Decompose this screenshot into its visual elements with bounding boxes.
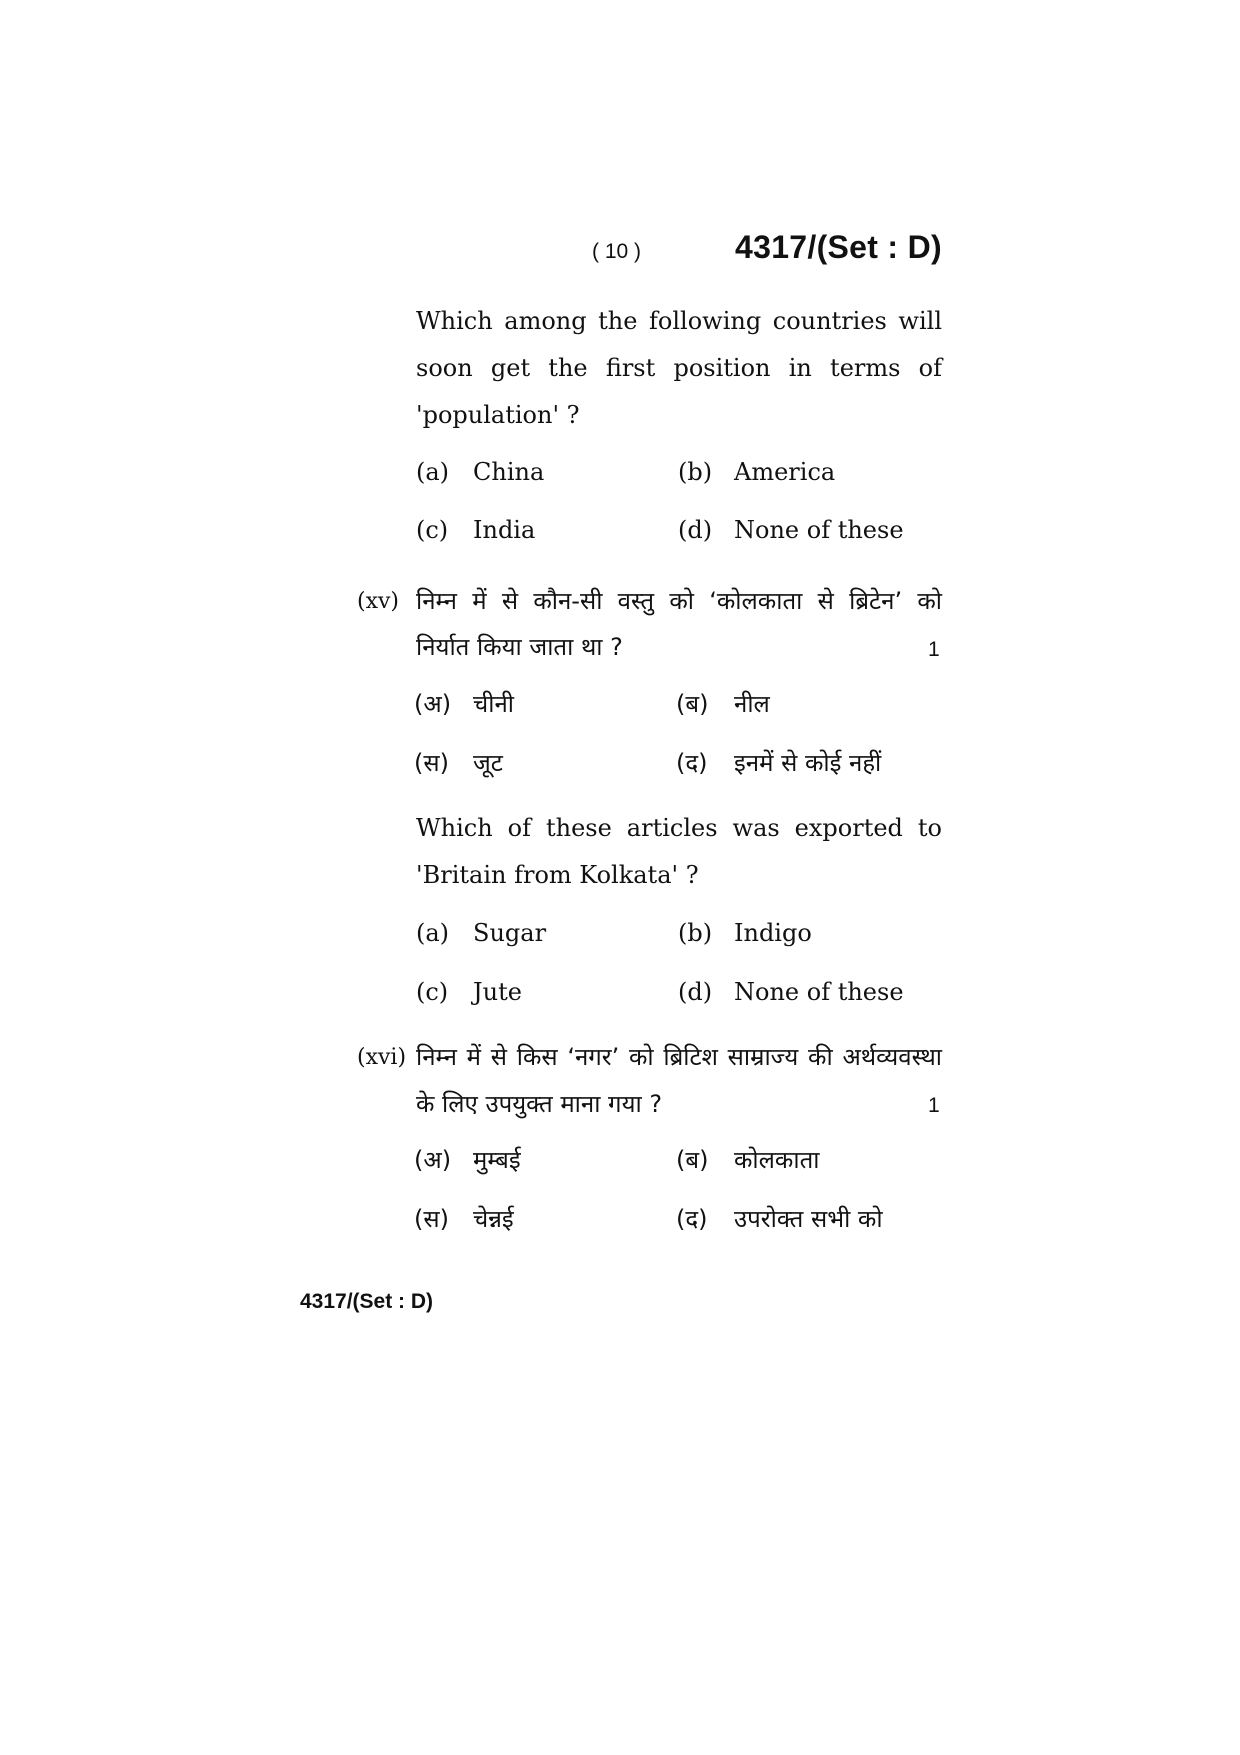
q16-hindi-option-c-label: (स)	[414, 1205, 449, 1233]
q16-hindi-option-a-text: मुम्बई	[473, 1146, 521, 1174]
q16-hindi-option-d-text: उपरोक्त सभी को	[734, 1205, 883, 1233]
q15-option-c-text: Jute	[473, 978, 522, 1006]
q16-marks: 1	[928, 1094, 940, 1117]
q15-hindi-line2: निर्यात किया जाता था ?	[416, 633, 623, 661]
q15-option-d-label: (d)	[678, 978, 713, 1006]
q16-hindi-line2: के लिए उपयुक्त माना गया ?	[416, 1090, 663, 1118]
q14-option-a-label: (a)	[416, 458, 450, 486]
q14-option-c-label: (c)	[416, 516, 449, 544]
q14-option-b-text: America	[734, 458, 836, 486]
page-number: ( 10 )	[592, 240, 642, 263]
q15-number: (xv)	[357, 589, 400, 614]
q16-hindi-line1: निम्न में से किस ‘नगर’ को ब्रिटिश साम्राज्य की अर्थव्यवस्था	[416, 1043, 942, 1071]
q15-hindi-option-d-text: इनमें से कोई नहीं	[734, 749, 882, 777]
q15-option-b-text: Indigo	[734, 919, 812, 947]
paper-code-footer: 4317/(Set : D)	[300, 1290, 434, 1313]
q14-option-b-label: (b)	[678, 458, 713, 486]
q15-option-a-text: Sugar	[473, 919, 547, 947]
q16-hindi-option-d-label: (द)	[676, 1205, 708, 1233]
q15-option-a-label: (a)	[416, 919, 450, 947]
q15-hindi-option-b-label: (ब)	[676, 690, 709, 718]
q15-hindi-option-b-text: नील	[734, 690, 770, 718]
q15-english-text: Which of these articles was exported to 'Britain from Kolkata' ?	[416, 814, 942, 889]
q15-hindi-option-c-text: जूट	[473, 749, 503, 777]
q15-option-c-label: (c)	[416, 978, 449, 1006]
q16-hindi-option-b-text: कोलकाता	[734, 1146, 820, 1174]
q15-hindi-option-a-label: (अ)	[414, 690, 452, 718]
q14-option-d-label: (d)	[678, 516, 713, 544]
q14-option-c-text: India	[473, 516, 536, 544]
q16-hindi-option-a-label: (अ)	[414, 1146, 452, 1174]
q14-english-text: Which among the following countries will soon get the first position in terms of 'population' ?	[416, 307, 942, 429]
q15-hindi-option-c-label: (स)	[414, 749, 449, 777]
q15-hindi-option-a-text: चीनी	[473, 690, 514, 718]
q15-hindi-option-d-label: (द)	[676, 749, 708, 777]
q15-hindi-line1: निम्न में से कौन-सी वस्तु को ‘कोलकाता से ब्रिटेन’ को	[416, 587, 942, 615]
q16-hindi-option-b-label: (ब)	[676, 1146, 709, 1174]
q16-number: (xvi)	[357, 1045, 407, 1070]
q15-option-b-label: (b)	[678, 919, 713, 947]
q15-marks: 1	[928, 638, 940, 661]
q15-option-d-text: None of these	[734, 978, 904, 1006]
q14-option-a-text: China	[473, 458, 545, 486]
q14-option-d-text: None of these	[734, 516, 904, 544]
paper-code-header: 4317/(Set : D)	[735, 229, 942, 265]
q16-hindi-option-c-text: चेन्नई	[473, 1205, 514, 1233]
